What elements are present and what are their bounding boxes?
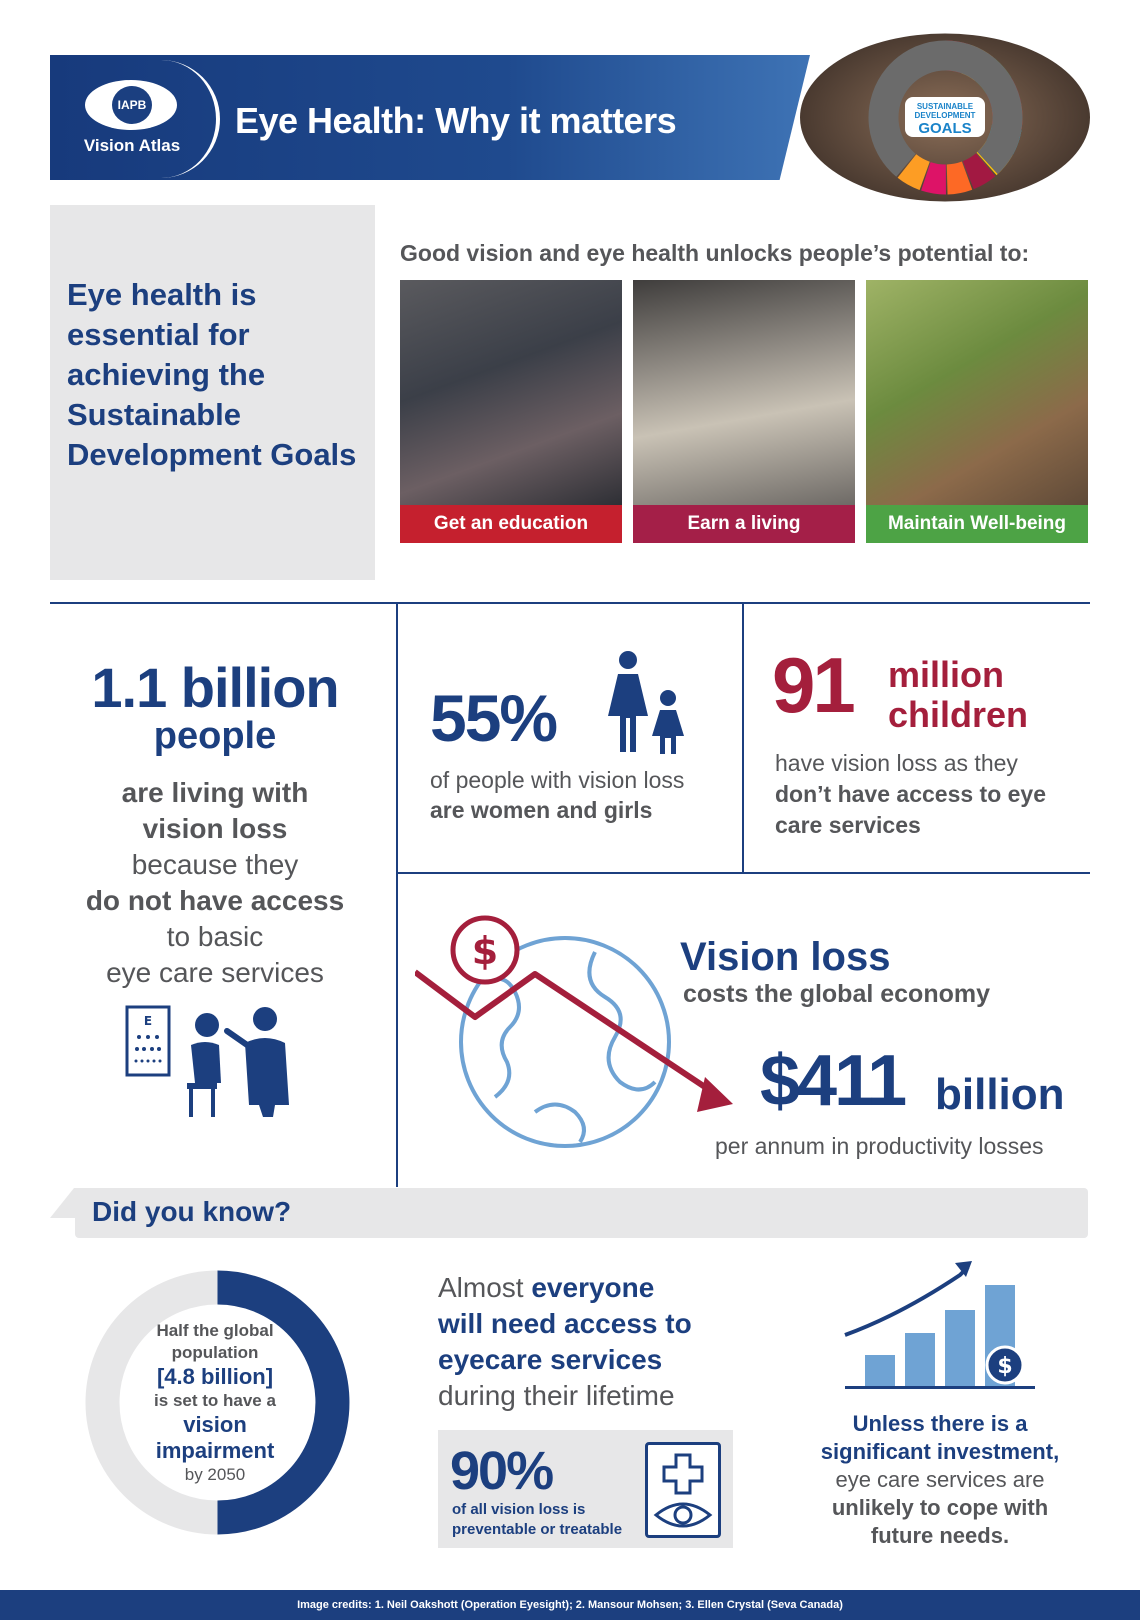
eye-exam-icon (125, 1005, 310, 1120)
donut-line: Half the global (156, 1321, 274, 1340)
living-label: Earn a living (633, 505, 855, 543)
people-desc-line: vision loss (142, 813, 288, 844)
logo-badge: IAPB (112, 86, 152, 124)
donut-text (125, 1320, 305, 1486)
people-desc-line: do not have access (85, 885, 345, 916)
economy-title: Vision loss (680, 935, 891, 979)
people-desc-line: to basic (166, 921, 264, 952)
living-photo (633, 280, 855, 505)
wellbeing-label: Maintain Well-being (866, 505, 1088, 543)
children-desc-line: don’t have access to eye (775, 781, 1047, 807)
pct90-number: 90% (450, 1441, 553, 1501)
children-description (775, 748, 1075, 841)
education-photo (400, 280, 622, 505)
divider-vertical-right (742, 602, 744, 872)
pct90-description (452, 1500, 662, 1540)
unlocks-heading: Good vision and eye health unlocks people’s potential to: (400, 240, 1030, 266)
economy-amount: $411 (760, 1041, 905, 1121)
women-desc-line: are women and girls (430, 797, 653, 823)
svg-text:E: E (143, 1014, 153, 1028)
sdg-line1: SUSTAINABLE (916, 102, 974, 111)
children-million: million (888, 654, 1004, 695)
children-word: children (888, 694, 1029, 735)
pct90-desc-line: preventable or treatable (452, 1521, 623, 1538)
page-title: Eye Health: Why it matters (235, 100, 677, 141)
logo-text: Vision Atlas (83, 136, 181, 155)
investment-text (800, 1410, 1080, 1550)
dollar-sign: $ (471, 929, 499, 973)
people-desc-line: because they (131, 849, 299, 880)
donut-line: [4.8 billion] (156, 1364, 274, 1389)
rising-bar-chart-icon (840, 1255, 1040, 1390)
divider-top (50, 602, 1090, 604)
everyone-part: everyone (531, 1272, 655, 1303)
pct90-desc-line: of all vision loss is (452, 1501, 586, 1518)
children-desc-line: have vision loss as they (775, 750, 1018, 776)
donut-line: by 2050 (184, 1465, 246, 1484)
invest-line: eye care services are (835, 1467, 1045, 1492)
people-word: people (153, 715, 277, 757)
children-number: 91 (772, 641, 853, 729)
education-label: Get an education (400, 505, 622, 543)
people-desc-line: eye care services (106, 957, 324, 988)
sdg-line2: DEVELOPMENT (914, 111, 976, 120)
donut-line: vision (183, 1412, 247, 1437)
children-desc-line: care services (775, 812, 921, 838)
economy-note: per annum in productivity losses (715, 1133, 1044, 1159)
donut-line: impairment (155, 1438, 275, 1463)
wellbeing-photo (866, 280, 1088, 505)
people-desc-line: are living with (121, 777, 309, 808)
did-you-know-title: Did you know? (92, 1196, 292, 1227)
invest-line: unlikely to cope with future needs. (831, 1495, 1049, 1548)
invest-dollar: $ (997, 1354, 1013, 1379)
donut-line: population (171, 1343, 259, 1362)
divider-middle (396, 872, 1090, 874)
divider-vertical-left (396, 602, 398, 1187)
economy-subtitle: costs the global economy (683, 980, 991, 1008)
image-credits: Image credits: 1. Neil Oakshott (Operation Eyesight); 2. Mansour Mohsen; 3. Ellen Crystal (Seva Canada) (0, 1590, 1140, 1620)
economy-unit: billion (935, 1070, 1065, 1119)
everyone-part: Almost (438, 1272, 524, 1303)
everyone-part: will need access to eyecare services (438, 1308, 692, 1375)
women-description (430, 765, 720, 825)
everyone-text (438, 1270, 748, 1414)
invest-line: Unless there is a significant investment, (820, 1411, 1060, 1464)
women-percentage: 55% (430, 681, 557, 755)
children-unit (888, 655, 1028, 735)
everyone-part: during their lifetime (438, 1380, 675, 1411)
people-description (55, 775, 375, 991)
donut-line: is set to have a (154, 1391, 276, 1410)
sdg-logo (905, 97, 985, 137)
sdg-goals: GOALS (918, 120, 972, 137)
woman-girl-icon (600, 650, 690, 755)
eye-medical-icon (645, 1442, 721, 1538)
people-stat: 1.1 billion (91, 656, 339, 719)
women-desc-line: of people with vision loss (430, 767, 685, 793)
intro-headline: Eye health is essential for achieving the Sustainable Development Goals (67, 277, 357, 472)
